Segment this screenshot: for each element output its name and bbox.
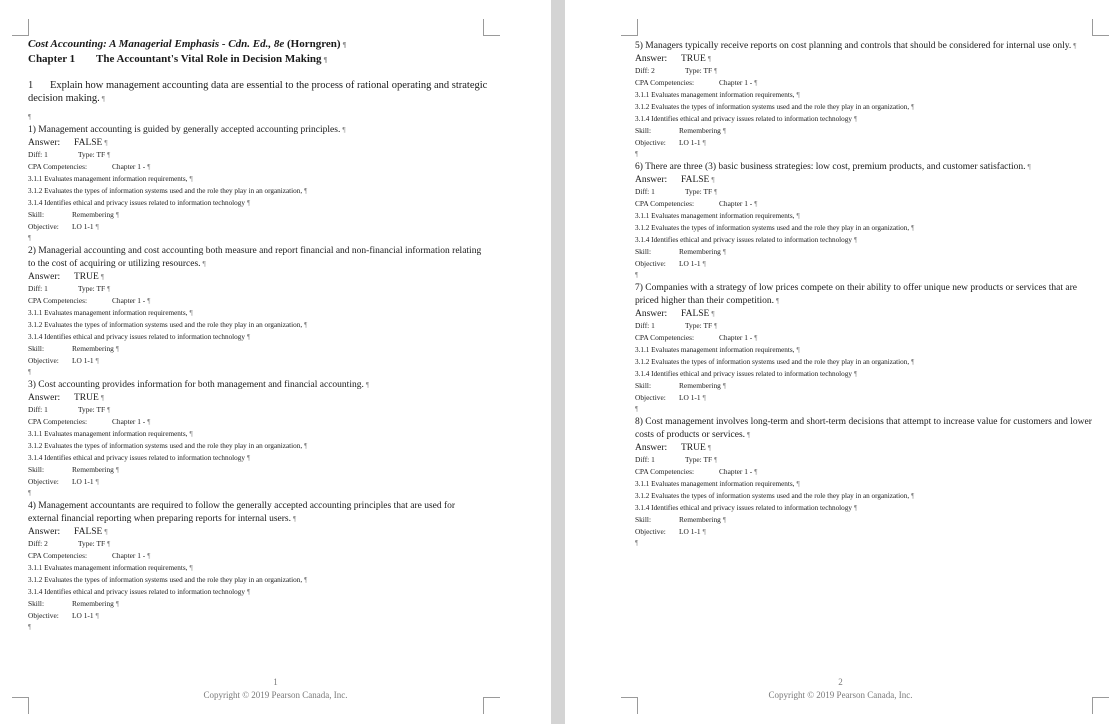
- page-number: 1: [273, 677, 278, 687]
- answer-value: TRUE: [681, 54, 706, 64]
- answer-line: Answer: FALSE ¶: [28, 138, 108, 148]
- difficulty-value: 2: [44, 539, 48, 548]
- competency-line: 3.1.2 Evaluates the types of information systems used and the role they play in an organization, ¶: [28, 442, 308, 450]
- document-page-2: [565, 0, 1116, 724]
- competency-line: 3.1.1 Evaluates management information requirements, ¶: [635, 212, 800, 220]
- chapter-heading: Chapter 1 The Accountant's Vital Role in Decision Making ¶: [28, 53, 328, 65]
- objective-line: Objective: LO 1-1 ¶: [28, 222, 99, 231]
- skill-value: Remembering: [72, 210, 114, 219]
- competency-line: 3.1.4 Identifies ethical and privacy issues related to information technology ¶: [28, 588, 251, 596]
- competency-line: 3.1.1 Evaluates management information requirements, ¶: [635, 346, 800, 354]
- difficulty-line: Diff: 2 Type: TF ¶: [635, 66, 718, 75]
- skill-line: Skill: Remembering ¶: [28, 599, 120, 608]
- copyright-footer: Copyright © 2019 Pearson Canada, Inc.: [203, 690, 348, 700]
- question-list: [635, 40, 1095, 548]
- skill-value: Remembering: [679, 381, 721, 390]
- objective-value: LO 1-1: [679, 138, 701, 147]
- skill-line: Skill: Remembering ¶: [635, 126, 727, 135]
- type-value: TF: [703, 455, 713, 464]
- page-2-body[interactable]: [635, 38, 1095, 548]
- book-title: Cost Accounting: A Managerial Emphasis - Cdn. Ed., 8e: [28, 38, 285, 50]
- objective-value: LO 1-1: [72, 477, 94, 486]
- question-item: 6) There are three (3) basic business strategies: low cost, premium products, and customer satisfaction. ¶ Answer: FALSE ¶ Diff: 1 Type: TF ¶ CPA Competencies: Chapter 1 - ¶ 3.1.1 Evaluates management information requirements, ¶ 3.1.2 Evaluates the types of information systems used and the role they play in an organization, ¶ 3.1.4 Identifies ethical and privacy issues related to information technology ¶ Skill: Remembering ¶ Objective: LO 1-1 ¶ ¶: [635, 161, 1095, 280]
- objective-line: Objective: LO 1-1 ¶: [635, 527, 706, 536]
- copyright-footer: Copyright © 2019 Pearson Canada, Inc.: [768, 690, 913, 700]
- skill-value: Remembering: [72, 599, 114, 608]
- answer-value: TRUE: [74, 272, 99, 282]
- crop-mark-top-right: [483, 19, 500, 36]
- skill-value: Remembering: [72, 465, 114, 474]
- competency-line: 3.1.2 Evaluates the types of information systems used and the role they play in an organization, ¶: [28, 321, 308, 329]
- competency-line: 3.1.1 Evaluates management information requirements, ¶: [635, 91, 800, 99]
- skill-value: Remembering: [679, 247, 721, 256]
- objective-line: Objective: LO 1-1 ¶: [635, 138, 706, 147]
- competency-line: 3.1.1 Evaluates management information requirements, ¶: [28, 430, 193, 438]
- competency-line: 3.1.4 Identifies ethical and privacy issues related to information technology ¶: [28, 454, 251, 462]
- answer-value: FALSE: [681, 309, 710, 319]
- difficulty-value: 1: [651, 455, 655, 464]
- competency-line: 3.1.2 Evaluates the types of information systems used and the role they play in an organization, ¶: [635, 103, 915, 111]
- cpa-competencies-line: CPA Competencies: Chapter 1 - ¶: [635, 78, 758, 87]
- skill-line: Skill: Remembering ¶: [635, 515, 727, 524]
- question-item: 2) Managerial accounting and cost accounting both measure and report financial and non-financial information relating to the cost of acquiring or utilizing resources. ¶ Answer: TRUE ¶ Diff: 1 Type: TF ¶ CPA Competencies: Chapter 1 - ¶ 3.1.1 Evaluates management information requirements, ¶ 3.1.2 Evaluates the types of information systems used and the role they play in an organization, ¶ 3.1.4 Identifies ethical and privacy issues related to information technology ¶ Skill: Remembering ¶ Objective: LO 1-1 ¶ ¶: [28, 245, 488, 377]
- crop-mark-top-left: [12, 19, 29, 36]
- competency-line: 3.1.2 Evaluates the types of information systems used and the role they play in an organization, ¶: [635, 224, 915, 232]
- competency-line: 3.1.4 Identifies ethical and privacy issues related to information technology ¶: [28, 333, 251, 341]
- cpa-competencies-line: CPA Competencies: Chapter 1 - ¶: [28, 551, 151, 560]
- book-author: (Horngren): [286, 38, 341, 50]
- competency-line: 3.1.1 Evaluates management information requirements, ¶: [28, 175, 193, 183]
- answer-value: TRUE: [74, 393, 99, 403]
- type-value: TF: [703, 321, 713, 330]
- objective-value: LO 1-1: [679, 259, 701, 268]
- cpa-competencies-line: CPA Competencies: Chapter 1 - ¶: [28, 296, 151, 305]
- question-text: 4) Management accountants are required to follow the generally accepted accounting principles that are used for external financial reporting when preparing reports for internal users. ¶: [28, 501, 456, 524]
- competency-line: 3.1.4 Identifies ethical and privacy issues related to information technology ¶: [635, 504, 858, 512]
- answer-value: FALSE: [681, 175, 710, 185]
- difficulty-line: Diff: 1 Type: TF ¶: [28, 284, 111, 293]
- objective-line: Objective: LO 1-1 ¶: [635, 393, 706, 402]
- question-item: 4) Management accountants are required to follow the generally accepted accounting principles that are used for external financial reporting when preparing reports for internal users. ¶ Answer: FALSE ¶ Diff: 2 Type: TF ¶ CPA Competencies: Chapter 1 - ¶ 3.1.1 Evaluates management information requirements, ¶ 3.1.2 Evaluates the types of information systems used and the role they play in an organization, ¶ 3.1.4 Identifies ethical and privacy issues related to information technology ¶ Skill: Remembering ¶ Objective: LO 1-1 ¶ ¶: [28, 500, 488, 632]
- type-value: TF: [96, 284, 106, 293]
- cpa-competencies-line: CPA Competencies: Chapter 1 - ¶: [28, 417, 151, 426]
- crop-mark-top-right: [1092, 19, 1109, 36]
- difficulty-line: Diff: 2 Type: TF ¶: [28, 539, 111, 548]
- question-text: 7) Companies with a strategy of low prices compete on their ability to offer unique new products or services that are priced higher than their competition. ¶: [635, 283, 1077, 306]
- skill-line: Skill: Remembering ¶: [635, 247, 727, 256]
- question-text: 8) Cost management involves long-term and short-term decisions that attempt to increase value for customers and lower costs of products or services. ¶: [635, 417, 1092, 440]
- answer-line: Answer: TRUE ¶: [635, 443, 711, 453]
- cpa-competencies-line: CPA Competencies: Chapter 1 - ¶: [28, 162, 151, 171]
- competency-line: 3.1.4 Identifies ethical and privacy issues related to information technology ¶: [635, 115, 858, 123]
- question-text: 6) There are three (3) basic business strategies: low cost, premium products, and customer satisfaction. ¶: [635, 162, 1031, 172]
- difficulty-value: 2: [651, 66, 655, 75]
- crop-mark-top-left: [621, 19, 638, 36]
- objective-line: Objective: LO 1-1 ¶: [28, 477, 99, 486]
- difficulty-line: Diff: 1 Type: TF ¶: [28, 405, 111, 414]
- page-gutter: [551, 0, 565, 724]
- competency-line: 3.1.4 Identifies ethical and privacy issues related to information technology ¶: [635, 236, 858, 244]
- skill-value: Remembering: [679, 515, 721, 524]
- answer-value: TRUE: [681, 443, 706, 453]
- question-item: 8) Cost management involves long-term and short-term decisions that attempt to increase value for customers and lower costs of products or services. ¶ Answer: TRUE ¶ Diff: 1 Type: TF ¶ CPA Competencies: Chapter 1 - ¶ 3.1.1 Evaluates management information requirements, ¶ 3.1.2 Evaluates the types of information systems used and the role they play in an organization, ¶ 3.1.4 Identifies ethical and privacy issues related to information technology ¶ Skill: Remembering ¶ Objective: LO 1-1 ¶ ¶: [635, 416, 1095, 548]
- page-1-body[interactable]: Cost Accounting: A Managerial Emphasis - Cdn. Ed., 8e (Horngren) ¶ Chapter 1 The Accountant's Vital Role in Decision Making ¶ 1 Explain how management accounting data are essential to the process of rational operating and strategic decision making. ¶ ¶ 1) Management accounting is guided by generally accepted accounting principles. ¶ Answer: FALSE ¶ Diff: 1 Type: TF ¶ CPA Competencies: Chapter 1 - ¶ 3.1.1 Evaluates management information requirements, ¶ 3.1.2 Evaluates the types of information systems used and the role they play in an organization, ¶ 3.1.4 Identifies ethical and privacy issues related to information technology ¶ Skill: Remembering ¶ Objective: LO 1-1 ¶ ¶ 2) Managerial accounting and cost accounting both measure and report financial and non-financial information relating to the cost of acquiring or utilizing resources. ¶ Answer: TRUE ¶ Diff: 1 Type: TF ¶ CPA Competencies: Chapter 1 - ¶ 3.1.1 Evaluates management information requirements, ¶ 3.1.2 Evaluates the types of information systems used and the role they play in an organization, ¶ 3.1.4 Identifies ethical and privacy issues related to information technology ¶ Skill: Remembering ¶ Objective: LO 1-1 ¶ ¶ 3) Cost accounting provides information for both management and financial accounting. ¶ Answer: TRUE ¶ Diff: 1 Type: TF ¶ CPA Competencies: Chapter 1 - ¶ 3.1.1 Evaluates management information requirements, ¶ 3.1.2 Evaluates the types of information systems used and the role they play in an organization, ¶ 3.1.4 Identifies ethical and privacy issues related to information technology ¶ Skill: Remembering ¶ Objective: LO 1-1 ¶ ¶ 4) Management accountants are required to follow the generally accepted accounting principles that are used for external financial reporting when preparing reports for internal users. ¶ Answer: FALSE ¶ Diff: 2 Type: TF ¶ CPA Competencies: Chapter 1 - ¶ 3.1.1 Evaluates management information requirements, ¶ 3.1.2 Evaluates the types of information systems used and the role they play in an organization, ¶ 3.1.4 Identifies ethical and privacy issues related to information technology ¶ Skill: Remembering ¶ Objective: LO 1-1 ¶ ¶: [28, 38, 488, 631]
- competency-line: 3.1.4 Identifies ethical and privacy issues related to information technology ¶: [28, 199, 251, 207]
- type-value: TF: [96, 539, 106, 548]
- chapter-label: Chapter 1: [28, 53, 76, 65]
- question-text: 2) Managerial accounting and cost accounting both measure and report financial and non-financial information relating to the cost of acquiring or utilizing resources. ¶: [28, 246, 482, 269]
- learning-objective: 1 Explain how management accounting data are essential to the process of rational operating and strategic decision making. ¶: [28, 80, 488, 104]
- answer-line: Answer: TRUE ¶: [635, 54, 711, 64]
- answer-line: Answer: FALSE ¶: [28, 527, 108, 537]
- competency-line: 3.1.1 Evaluates management information requirements, ¶: [635, 480, 800, 488]
- competency-line: 3.1.2 Evaluates the types of information systems used and the role they play in an organization, ¶: [635, 492, 915, 500]
- type-value: TF: [96, 150, 106, 159]
- question-text: 3) Cost accounting provides information for both management and financial accounting. ¶: [28, 380, 370, 390]
- competency-line: 3.1.1 Evaluates management information requirements, ¶: [28, 309, 193, 317]
- objective-value: LO 1-1: [72, 611, 94, 620]
- page-number: 2: [838, 677, 843, 687]
- difficulty-line: Diff: 1 Type: TF ¶: [635, 455, 718, 464]
- skill-line: Skill: Remembering ¶: [28, 465, 120, 474]
- difficulty-value: 1: [44, 405, 48, 414]
- difficulty-line: Diff: 1 Type: TF ¶: [635, 187, 718, 196]
- competency-line: 3.1.4 Identifies ethical and privacy issues related to information technology ¶: [635, 370, 858, 378]
- question-text: 1) Management accounting is guided by generally accepted accounting principles. ¶: [28, 125, 346, 135]
- answer-value: FALSE: [74, 138, 103, 148]
- skill-line: Skill: Remembering ¶: [635, 381, 727, 390]
- difficulty-value: 1: [44, 150, 48, 159]
- answer-line: Answer: TRUE ¶: [28, 393, 104, 403]
- competency-line: 3.1.1 Evaluates management information requirements, ¶: [28, 564, 193, 572]
- objective-value: LO 1-1: [72, 356, 94, 365]
- type-value: TF: [703, 66, 713, 75]
- question-item: 5) Managers typically receive reports on cost planning and controls that should be considered for internal use only. ¶ Answer: TRUE ¶ Diff: 2 Type: TF ¶ CPA Competencies: Chapter 1 - ¶ 3.1.1 Evaluates management information requirements, ¶ 3.1.2 Evaluates the types of information systems used and the role they play in an organization, ¶ 3.1.4 Identifies ethical and privacy issues related to information technology ¶ Skill: Remembering ¶ Objective: LO 1-1 ¶ ¶: [635, 40, 1095, 159]
- question-item: 1) Management accounting is guided by generally accepted accounting principles. ¶ Answer: FALSE ¶ Diff: 1 Type: TF ¶ CPA Competencies: Chapter 1 - ¶ 3.1.1 Evaluates management information requirements, ¶ 3.1.2 Evaluates the types of information systems used and the role they play in an organization, ¶ 3.1.4 Identifies ethical and privacy issues related to information technology ¶ Skill: Remembering ¶ Objective: LO 1-1 ¶ ¶: [28, 124, 488, 243]
- objective-value: LO 1-1: [72, 222, 94, 231]
- document-page-1: [0, 0, 551, 724]
- cpa-competencies-line: CPA Competencies: Chapter 1 - ¶: [635, 333, 758, 342]
- objective-line: Objective: LO 1-1 ¶: [635, 259, 706, 268]
- difficulty-value: 1: [651, 321, 655, 330]
- lo-number: 1: [28, 80, 34, 91]
- competency-line: 3.1.2 Evaluates the types of information systems used and the role they play in an organization, ¶: [28, 576, 308, 584]
- competency-line: 3.1.2 Evaluates the types of information systems used and the role they play in an organization, ¶: [28, 187, 308, 195]
- question-item: 3) Cost accounting provides information for both management and financial accounting. ¶ Answer: TRUE ¶ Diff: 1 Type: TF ¶ CPA Competencies: Chapter 1 - ¶ 3.1.1 Evaluates management information requirements, ¶ 3.1.2 Evaluates the types of information systems used and the role they play in an organization, ¶ 3.1.4 Identifies ethical and privacy issues related to information technology ¶ Skill: Remembering ¶ Objective: LO 1-1 ¶ ¶: [28, 379, 488, 498]
- type-value: TF: [96, 405, 106, 414]
- objective-line: Objective: LO 1-1 ¶: [28, 611, 99, 620]
- answer-line: Answer: FALSE ¶: [635, 175, 715, 185]
- objective-value: LO 1-1: [679, 393, 701, 402]
- skill-line: Skill: Remembering ¶: [28, 210, 120, 219]
- cpa-competencies-line: CPA Competencies: Chapter 1 - ¶: [635, 199, 758, 208]
- question-text: 5) Managers typically receive reports on cost planning and controls that should be considered for internal use only. ¶: [635, 41, 1077, 51]
- answer-line: Answer: TRUE ¶: [28, 272, 104, 282]
- document-header: Cost Accounting: A Managerial Emphasis - Cdn. Ed., 8e (Horngren) ¶: [28, 38, 347, 50]
- difficulty-value: 1: [651, 187, 655, 196]
- answer-value: FALSE: [74, 527, 103, 537]
- type-value: TF: [703, 187, 713, 196]
- difficulty-value: 1: [44, 284, 48, 293]
- question-list: [28, 124, 488, 632]
- chapter-title: The Accountant's Vital Role in Decision Making: [96, 53, 322, 65]
- objective-value: LO 1-1: [679, 527, 701, 536]
- question-item: 7) Companies with a strategy of low prices compete on their ability to offer unique new products or services that are priced higher than their competition. ¶ Answer: FALSE ¶ Diff: 1 Type: TF ¶ CPA Competencies: Chapter 1 - ¶ 3.1.1 Evaluates management information requirements, ¶ 3.1.2 Evaluates the types of information systems used and the role they play in an organization, ¶ 3.1.4 Identifies ethical and privacy issues related to information technology ¶ Skill: Remembering ¶ Objective: LO 1-1 ¶ ¶: [635, 282, 1095, 414]
- difficulty-line: Diff: 1 Type: TF ¶: [28, 150, 111, 159]
- lo-text: Explain how management accounting data are essential to the process of rational operating and strategic decision making.: [28, 80, 488, 104]
- skill-value: Remembering: [679, 126, 721, 135]
- competency-line: 3.1.2 Evaluates the types of information systems used and the role they play in an organization, ¶: [635, 358, 915, 366]
- objective-line: Objective: LO 1-1 ¶: [28, 356, 99, 365]
- answer-line: Answer: FALSE ¶: [635, 309, 715, 319]
- skill-line: Skill: Remembering ¶: [28, 344, 120, 353]
- skill-value: Remembering: [72, 344, 114, 353]
- difficulty-line: Diff: 1 Type: TF ¶: [635, 321, 718, 330]
- cpa-competencies-line: CPA Competencies: Chapter 1 - ¶: [635, 467, 758, 476]
